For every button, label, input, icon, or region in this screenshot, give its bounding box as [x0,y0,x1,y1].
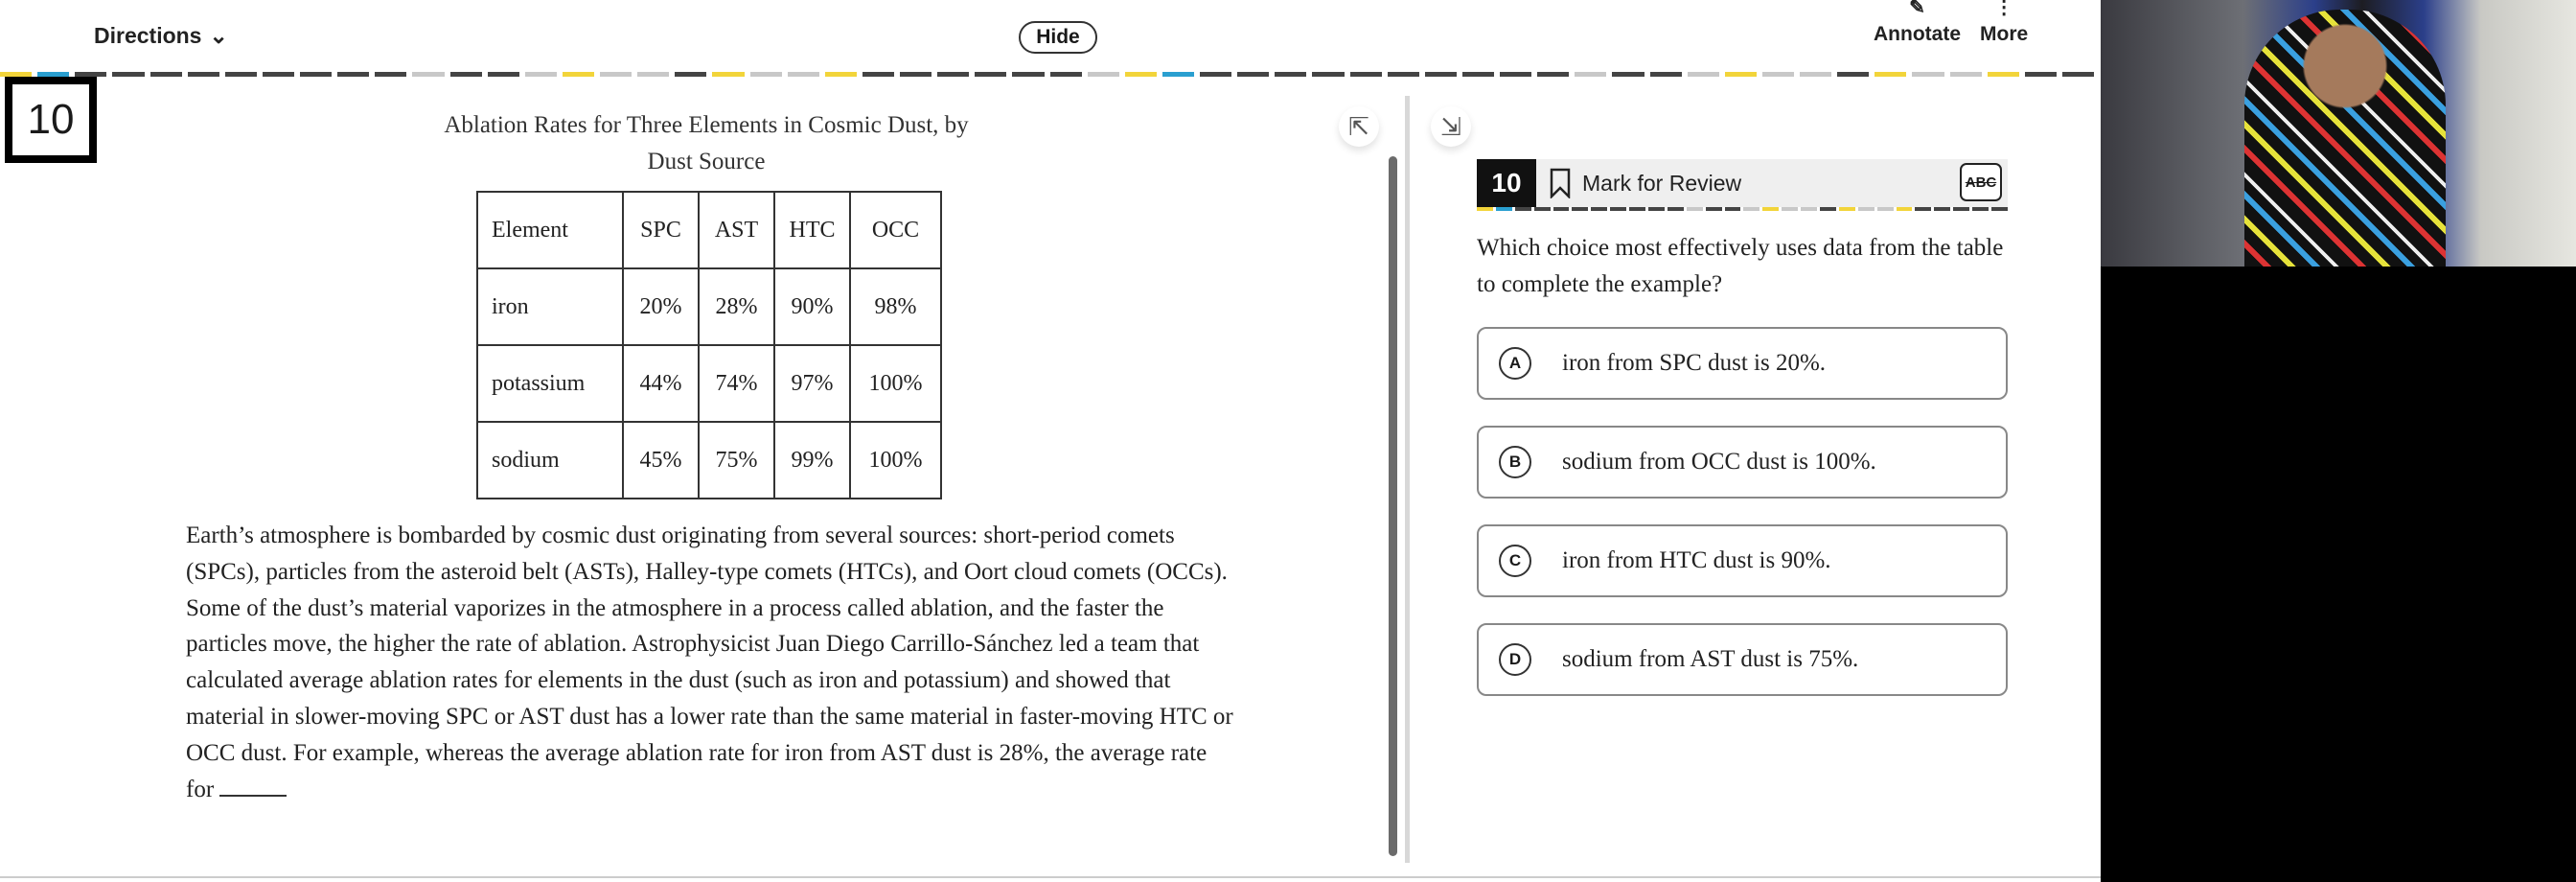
divider-segment [1687,207,1703,211]
table-cell: 44% [623,345,699,422]
divider-segment [712,72,744,77]
divider-segment [1839,207,1855,211]
divider-segment [1706,207,1722,211]
table-cell: 100% [850,345,941,422]
divider-segment [1988,72,2019,77]
question-number-box: 10 [5,77,97,163]
chevron-down-icon: ⌄ [209,23,228,48]
divider-segment [1874,72,1906,77]
divider-segment [1629,207,1645,211]
divider-segment [1496,207,1512,211]
question-number: 10 [1477,159,1536,207]
divider-segment [1837,72,1869,77]
divider-segment [1897,207,1913,211]
table-title: Ablation Rates for Three Elements in Cosmic Dust, by Dust Source [444,112,969,174]
divider-segment [1912,72,1944,77]
divider-segment [1612,72,1644,77]
table-cell: 74% [699,345,774,422]
divider-segment [937,72,969,77]
divider-segment [1820,207,1836,211]
divider-segment [1388,72,1419,77]
table-header-row [477,192,941,268]
answer-eliminator-button[interactable]: ABC [1960,163,2002,201]
divider-segment [1743,207,1760,211]
expand-left-icon[interactable]: ⇱ [1339,106,1379,147]
divider-segment [862,72,894,77]
table-cell: 99% [774,422,850,499]
divider-segment [412,72,444,77]
mark-for-review-button[interactable] [1550,168,1741,198]
divider-segment [1237,72,1269,77]
passage [186,518,1240,807]
question-header-divider [1477,207,2008,211]
table-cell: 45% [623,422,699,499]
divider-segment [525,72,557,77]
divider-segment [788,72,819,77]
divider-segment [1668,207,1684,211]
divider-segment [337,72,369,77]
table-cell: sodium [477,422,623,499]
divider-segment [488,72,519,77]
divider-segment [1972,207,1989,211]
divider-segment [1012,72,1044,77]
divider-segment [1125,72,1157,77]
choice-b[interactable] [1477,426,2008,499]
choice-letter: D [1499,643,1531,676]
table-cell: 90% [774,268,850,345]
divider-segment [675,72,706,77]
divider-segment [1534,207,1551,211]
divider-segment [188,72,219,77]
more-vertical-icon: ⋮ [1994,0,2014,18]
divider-segment [750,72,782,77]
divider-segment [1591,207,1607,211]
webcam-person [2244,10,2446,267]
table-header: AST [699,192,774,268]
divider-segment [1050,72,1082,77]
mark-for-review-label: Mark for Review [1582,170,1742,196]
question-text: Which choice most effectively uses data from the table to complete the example? [1477,235,2004,297]
header-divider [0,72,2094,77]
annotate-button[interactable] [1874,0,1961,46]
divider-segment [2062,72,2094,77]
choice-letter: C [1499,545,1531,577]
choice-text: iron from HTC dust is 90%. [1562,547,1831,573]
table-cell: 75% [699,422,774,499]
divider-segment [375,72,406,77]
choice-text: sodium from OCC dust is 100%. [1562,449,1876,475]
table-row [477,268,941,345]
divider-segment [1991,207,2008,211]
divider-segment [637,72,669,77]
divider-segment [1537,72,1569,77]
divider-segment [1425,72,1457,77]
pencil-icon: ✎ [1909,0,1925,18]
divider-segment [563,72,594,77]
divider-segment [1275,72,1306,77]
directions-toggle[interactable] [94,23,228,49]
table-cell: potassium [477,345,623,422]
ablation-table [476,191,942,499]
more-label: More [1980,23,2029,45]
divider-segment [1801,207,1817,211]
passage-text: Earth’s atmosphere is bombarded by cosmic dust originating from several sources: short-period comets (SPCs), particles from the asteroid belt (ASTs), Halley-type comets (HTCs), and Oort cloud comets (OCCs). Some of the dust’s material vaporizes in the atmosphere in a process called ablation, and the faster the particles move, the higher the rate of ablation. Astrophysicist Juan Diego Carrillo-Sánchez led a team that calculated average ablation rates for elements in the dust (such as iron and potassium) and showed that material in slower-moving SPC or AST dust has a lower rate than the same material in faster-moving HTC or OCC dust. For example, whereas the average ablation rate for iron from AST dust is 28%, the average rate for [186,522,1233,802]
divider-segment [1500,72,1531,77]
divider-segment [1610,207,1626,211]
choice-text: iron from SPC dust is 20%. [1562,350,1827,376]
divider-segment [1200,72,1231,77]
divider-segment [450,72,482,77]
divider-segment [1725,72,1757,77]
divider-segment [1553,207,1570,211]
divider-segment [1725,207,1741,211]
divider-segment [1477,207,1493,211]
divider-segment [1858,207,1874,211]
bottom-border [0,876,2101,878]
table-header: Element [477,192,623,268]
question-header [1477,159,2008,207]
pane-divider[interactable] [1405,96,1410,863]
table-header: OCC [850,192,941,268]
divider-segment [1950,72,1982,77]
divider-segment [112,72,144,77]
divider-segment [1088,72,1119,77]
choice-letter: A [1499,347,1531,380]
divider-segment [1762,207,1779,211]
table-header: HTC [774,192,850,268]
divider-segment [900,72,932,77]
divider-segment [225,72,257,77]
choice-d[interactable] [1477,623,2008,696]
divider-segment [1782,207,1798,211]
divider-segment [1650,72,1682,77]
divider-segment [975,72,1006,77]
divider-segment [2025,72,2057,77]
divider-segment [1575,72,1606,77]
divider-segment [1312,72,1344,77]
table-row [477,422,941,499]
choice-a[interactable] [1477,327,2008,400]
divider-segment [1762,72,1794,77]
bookmark-icon [1550,168,1571,198]
table-cell: 28% [699,268,774,345]
divider-segment [825,72,857,77]
directions-label: Directions [94,23,202,48]
divider-segment [1934,207,1950,211]
annotate-label: Annotate [1874,23,1961,45]
expand-right-icon[interactable]: ⇲ [1431,106,1471,147]
table-row [477,345,941,422]
table-cell: 100% [850,422,941,499]
divider-segment [263,72,294,77]
divider-segment [150,72,182,77]
table-cell: 98% [850,268,941,345]
choice-letter: B [1499,446,1531,478]
divider-segment [1915,207,1931,211]
divider-segment [1350,72,1382,77]
divider-segment [1877,207,1894,211]
divider-segment [300,72,332,77]
choice-c[interactable] [1477,524,2008,597]
choice-text: sodium from AST dust is 75%. [1562,646,1859,672]
divider-segment [1648,207,1665,211]
more-button[interactable] [1980,0,2028,46]
table-cell: 97% [774,345,850,422]
hide-button[interactable]: Hide [1019,21,1097,54]
divider-segment [1688,72,1719,77]
divider-segment [1800,72,1831,77]
table-cell: 20% [623,268,699,345]
table-cell: iron [477,268,623,345]
divider-segment [1515,207,1531,211]
divider-segment [1462,72,1494,77]
webcam-feed [2101,0,2576,267]
passage-scrollbar[interactable] [1389,156,1397,856]
divider-segment [1953,207,1969,211]
divider-segment [1572,207,1588,211]
answer-blank [219,776,287,797]
table-header: SPC [623,192,699,268]
divider-segment [1162,72,1194,77]
divider-segment [600,72,632,77]
